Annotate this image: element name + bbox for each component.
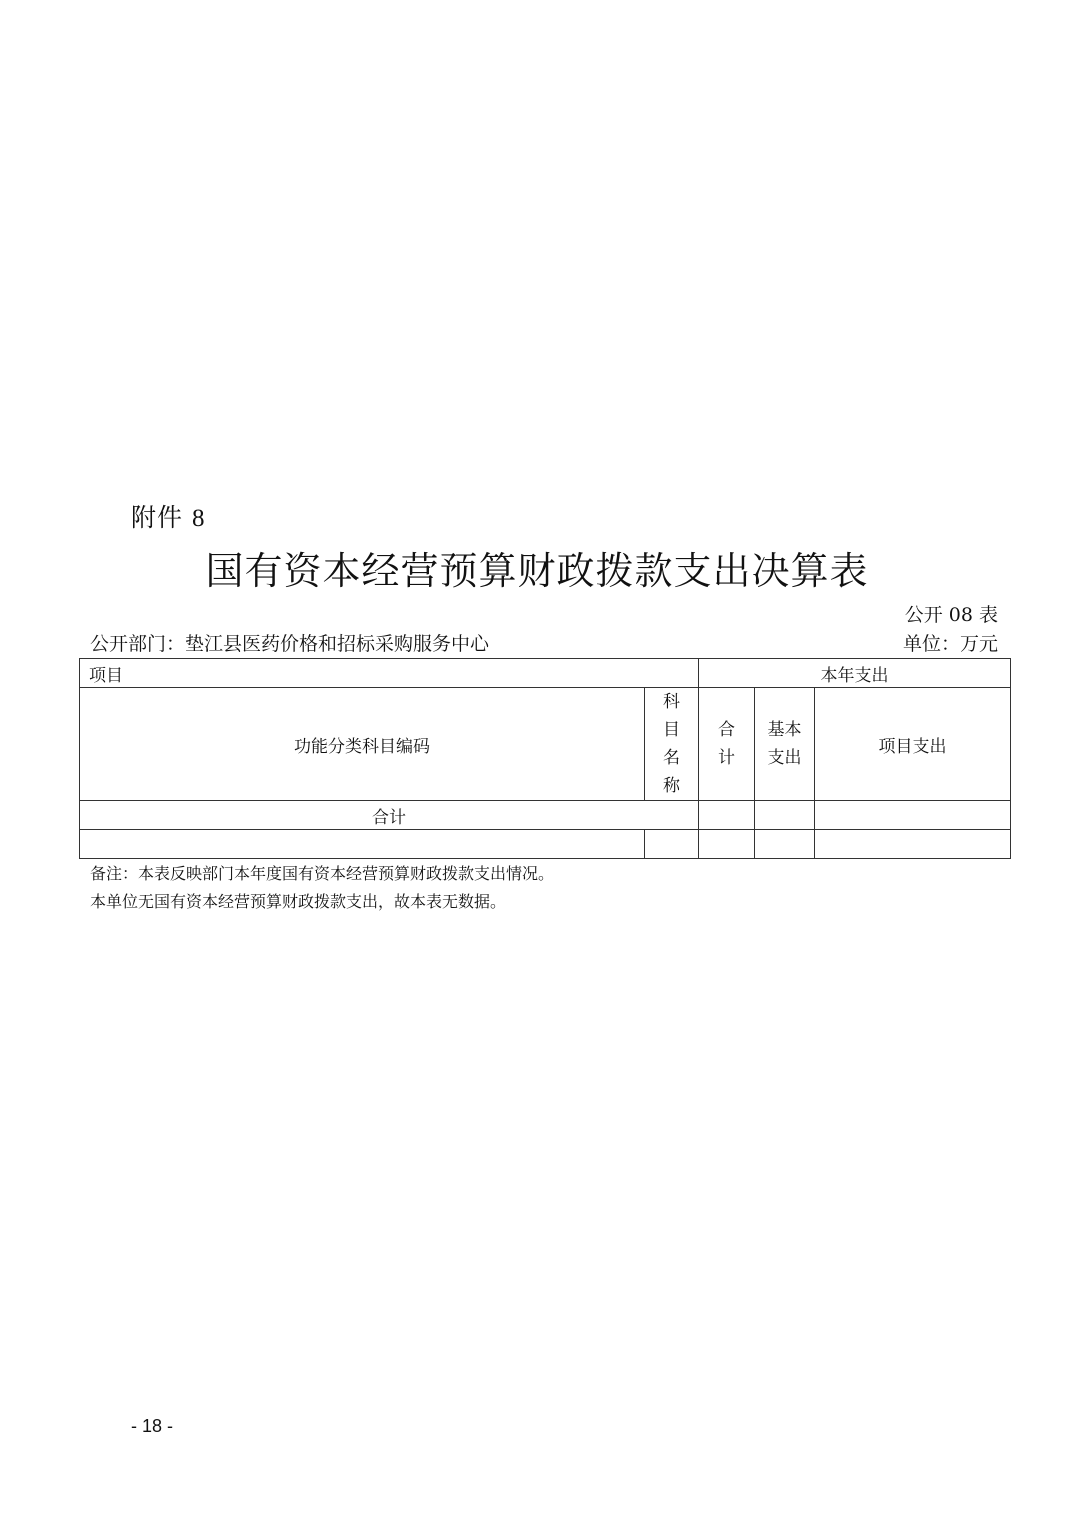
table-row (80, 830, 1011, 859)
form-code: 公开 08 表 (904, 604, 998, 626)
page-title: 国有资本经营预算财政拨款支出决算表 (205, 549, 869, 593)
table-header-row (80, 659, 1011, 688)
total-label: 合计 (80, 801, 699, 830)
unit-label: 单位：万元 (902, 633, 998, 655)
col-subject-name (645, 688, 699, 801)
col-total-text: 合 计 (718, 720, 735, 768)
cell-project (815, 830, 1011, 859)
budget-table (79, 658, 1011, 859)
attachment-label (131, 500, 205, 537)
page-number: - 18 - (131, 1416, 174, 1436)
col-subject-name-text: 科 目 名 称 (663, 692, 680, 796)
header-current-year: 本年支出 (699, 659, 1011, 688)
attachment-text: 附件 (131, 503, 184, 532)
note-line-1: 备注：本表反映部门本年度国有资本经营预算财政拨款支出情况。 (90, 864, 555, 883)
note-line-2: 本单位无国有资本经营预算财政拨款支出，故本表无数据。 (90, 892, 507, 911)
col-total (699, 688, 755, 801)
department-label: 公开部门：垫江县医药价格和招标采购服务中心 (90, 633, 490, 655)
col-basic-expense (755, 688, 815, 801)
table-subheader-row (80, 688, 1011, 801)
cell-code (80, 830, 645, 859)
cell-name (645, 830, 699, 859)
total-cell-basic (755, 801, 815, 830)
cell-sum (699, 830, 755, 859)
total-cell-sum (699, 801, 755, 830)
total-cell-project (815, 801, 1011, 830)
col-project-expense: 项目支出 (815, 688, 1011, 801)
header-project: 项目 (80, 659, 699, 688)
attachment-number: 8 (191, 505, 206, 532)
col-function-code: 功能分类科目编码 (80, 688, 645, 801)
table-row-total (80, 801, 1011, 830)
col-basic-expense-text: 基本 支出 (767, 720, 802, 768)
cell-basic (755, 830, 815, 859)
